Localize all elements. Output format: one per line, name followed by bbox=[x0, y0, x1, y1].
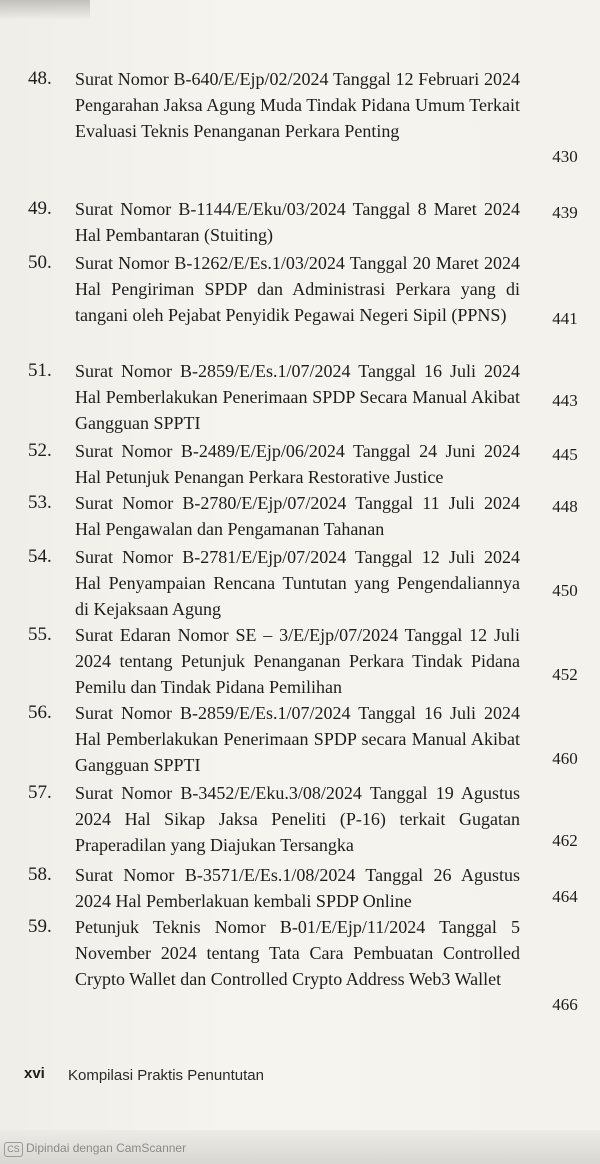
entry-page: 464 bbox=[552, 887, 578, 906]
scan-shadow bbox=[0, 0, 90, 20]
entry-title: Surat Edaran Nomor SE – 3/E/Ejp/07/2024 Tanggal 12 Juli 2024 tentang Petunjuk Penanganan Perkara Tindak Pidana Pemilu dan Tindak Pidana Pemilihan bbox=[75, 625, 520, 697]
entry-number: 57. bbox=[28, 782, 52, 803]
entry-number: 59. bbox=[28, 916, 52, 937]
entry-title: Surat Nomor B-1144/E/Eku/03/2024 Tanggal 8 Maret 2024 Hal Pembantaran (Stuiting) bbox=[75, 199, 520, 245]
entry-number: 54. bbox=[28, 546, 52, 567]
entry-page: 441 bbox=[552, 309, 578, 328]
entry-title: Surat Nomor B-1262/E/Es.1/03/2024 Tanggal 20 Maret 2024 Hal Pengiriman SPDP dan Administrasi Perkara yang di tangani oleh Pejabat Penyidik Pegawai Negeri Sipil (PPNS) bbox=[75, 253, 520, 325]
entry-number: 49. bbox=[28, 198, 52, 219]
entry-title: Surat Nomor B-2859/E/Es.1/07/2024 Tanggal 16 Juli 2024 Hal Pemberlakukan Penerimaan SPDP secara Manual Akibat Gangguan SPPTI bbox=[75, 703, 520, 775]
entry-page: 462 bbox=[552, 831, 578, 850]
entry-number: 56. bbox=[28, 702, 52, 723]
entry-number: 55. bbox=[28, 624, 52, 645]
entry-title: Surat Nomor B-2859/E/Es.1/07/2024 Tanggal 16 Juli 2024 Hal Pemberlakukan Penerimaan SPDP Secara Manual Akibat Gangguan SPPTI bbox=[75, 361, 520, 433]
entry-number: 53. bbox=[28, 492, 52, 513]
entry-number: 51. bbox=[28, 360, 52, 381]
entry-title: Surat Nomor B-3452/E/Eku.3/08/2024 Tanggal 19 Agustus 2024 Hal Sikap Jaksa Peneliti (P-16) terkait Gugatan Praperadilan yang Diajukan Tersangka bbox=[75, 783, 520, 855]
footer-book-title: Kompilasi Praktis Penuntutan bbox=[68, 1067, 264, 1084]
entry-page: 460 bbox=[552, 749, 578, 768]
entry-title: Surat Nomor B-2780/E/Ejp/07/2024 Tanggal 11 Juli 2024 Hal Pengawalan dan Pengamanan Tahanan bbox=[75, 493, 520, 539]
entry-title: Surat Nomor B-2489/E/Ejp/06/2024 Tanggal 24 Juni 2024 Hal Petunjuk Penangan Perkara Restorative Justice bbox=[75, 441, 520, 487]
entry-number: 48. bbox=[28, 68, 52, 89]
entry-page: 450 bbox=[552, 581, 578, 600]
entry-page: 445 bbox=[552, 445, 578, 464]
entry-number: 52. bbox=[28, 440, 52, 461]
camscanner-watermark: Dipindai dengan CamScanner bbox=[26, 1141, 187, 1155]
entry-page: 439 bbox=[552, 203, 578, 222]
entry-page: 443 bbox=[552, 391, 578, 410]
entry-number: 58. bbox=[28, 864, 52, 885]
entry-title: Surat Nomor B-2781/E/Ejp/07/2024 Tanggal 12 Juli 2024 Hal Penyampaian Rencana Tuntutan yang Pengendaliannya di Kejaksaan Agung bbox=[75, 547, 520, 619]
entry-number: 50. bbox=[28, 252, 52, 273]
camscanner-logo: CS bbox=[4, 1142, 23, 1157]
entry-title: Surat Nomor B-3571/E/Es.1/08/2024 Tanggal 26 Agustus 2024 Hal Pemberlakuan kembali SPDP Online bbox=[75, 865, 520, 911]
entry-page: 448 bbox=[552, 497, 578, 516]
entry-page: 452 bbox=[552, 665, 578, 684]
entry-title: Petunjuk Teknis Nomor B-01/E/Ejp/11/2024 Tanggal 5 November 2024 tentang Tata Cara Pembuatan Controlled Crypto Wallet dan Controlled Crypto Address Web3 Wallet bbox=[75, 917, 520, 989]
entry-page: 466 bbox=[552, 995, 578, 1014]
footer-page-number: xvi bbox=[24, 1065, 45, 1082]
entry-page: 430 bbox=[552, 147, 578, 166]
entry-title: Surat Nomor B-640/E/Ejp/02/2024 Tanggal 12 Februari 2024 Pengarahan Jaksa Agung Muda Tindak Pidana Umum Terkait Evaluasi Teknis Penanganan Perkara Penting bbox=[75, 69, 520, 141]
